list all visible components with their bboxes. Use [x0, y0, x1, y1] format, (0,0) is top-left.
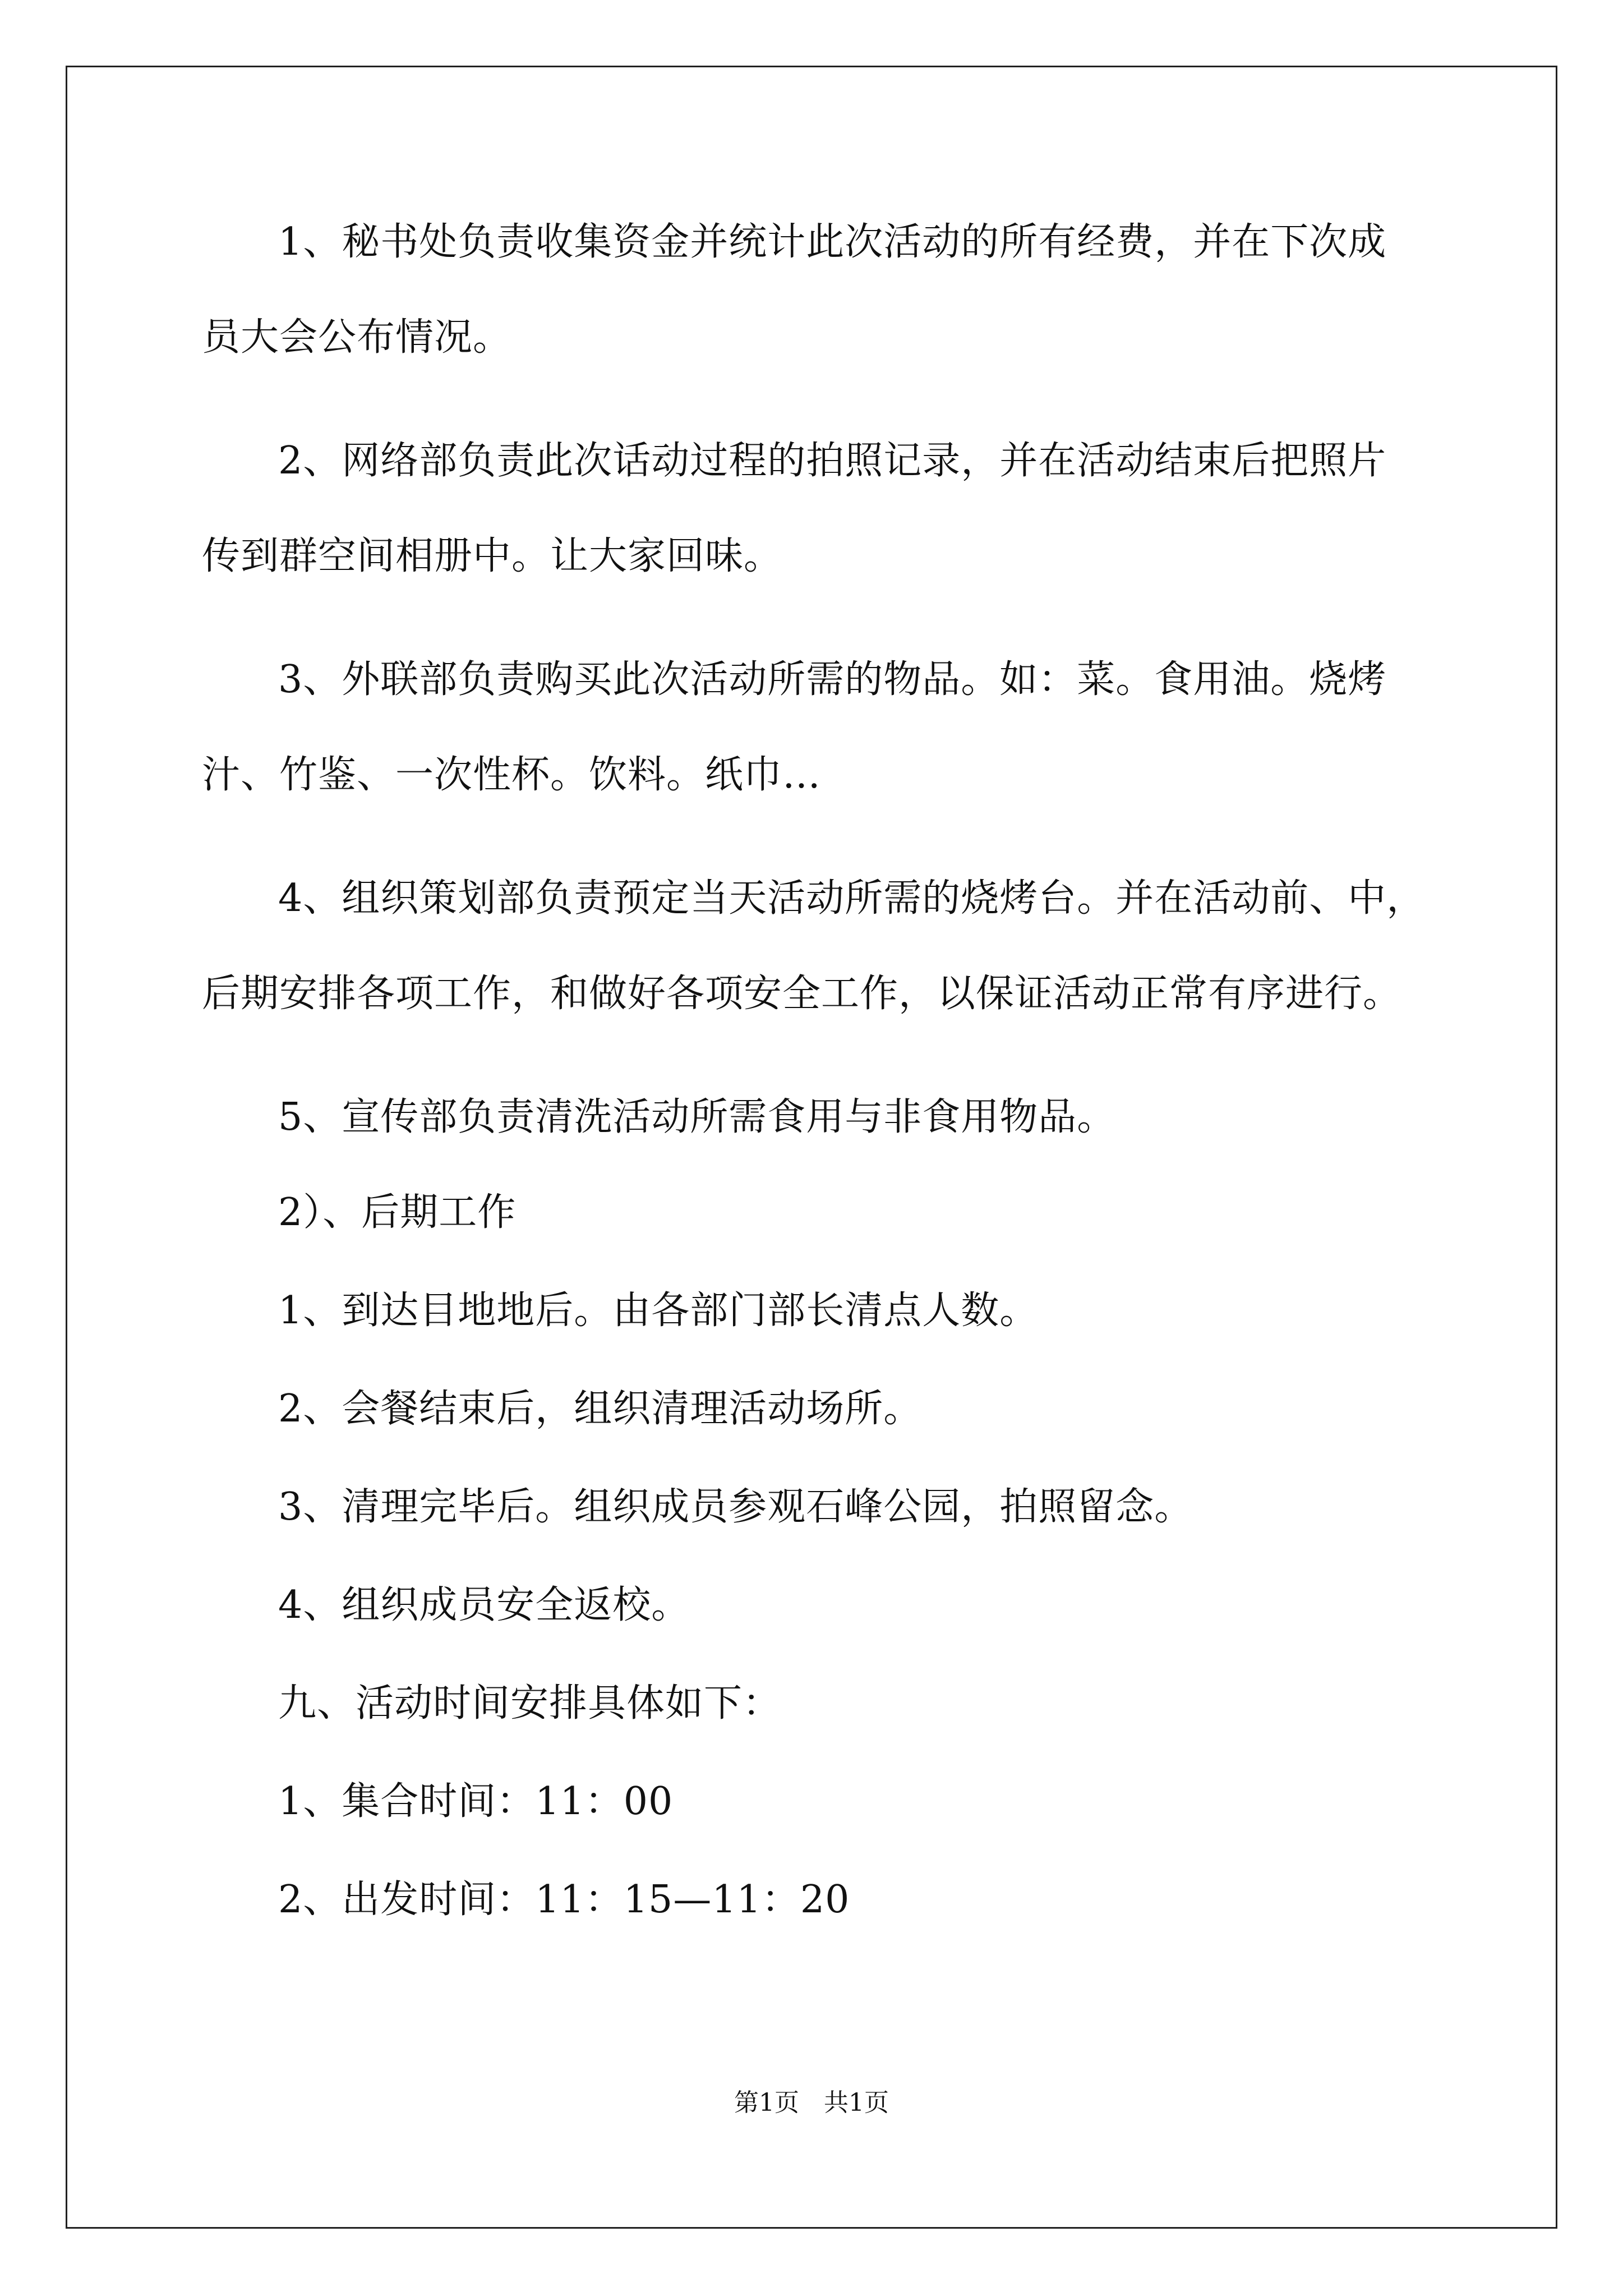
paragraph-later-4: 4、组织成员安全返校。	[278, 1583, 690, 1627]
paragraph-4-line-1: 4、组织策划部负责预定当天活动所需的烧烤台。并在活动前、中，	[278, 876, 1426, 921]
schedule-depart-time: 2、出发时间：11：15—11：20	[278, 1878, 850, 1922]
paragraph-2-line-1: 2、网络部负责此次话动过程的拍照记录，并在活动结束后把照片	[278, 439, 1387, 483]
page-number-footer: 第1页 共1页	[734, 2088, 889, 2117]
paragraph-3-line-1: 3、外联部负责购买此次活动所需的物品。如：菜。食用油。烧烤	[278, 657, 1387, 702]
paragraph-1-line-2: 员大会公布情况。	[202, 315, 512, 360]
paragraph-later-2: 2、会餐结束后，组织清理活动场所。	[278, 1387, 923, 1431]
section-heading-schedule: 九、活动时间安排具体如下：	[278, 1681, 782, 1726]
paragraph-later-1: 1、到达目地地后。由各部门部长清点人数。	[278, 1289, 1039, 1333]
schedule-gather-time: 1、集合时间：11：00	[278, 1779, 674, 1824]
paragraph-1-line-1: 1、秘书处负责收集资金并统计此次活动的所有经费，并在下次成	[278, 220, 1387, 264]
paragraph-later-3: 3、清理完毕后。组织成员参观石峰公园，拍照留念。	[278, 1485, 1193, 1529]
paragraph-5: 5、宣传部负责清洗活动所需食用与非食用物品。	[278, 1095, 1116, 1139]
section-heading-later-work: 2）、后期工作	[278, 1190, 517, 1235]
paragraph-4-line-2: 后期安排各项工作，和做好各项安全工作，以保证活动正常有序进行。	[202, 972, 1402, 1016]
paragraph-2-line-2: 传到群空间相册中。让大家回味。	[202, 534, 783, 578]
paragraph-3-line-2: 汁、竹鉴、一次性杯。饮料。纸巾…	[202, 753, 822, 797]
